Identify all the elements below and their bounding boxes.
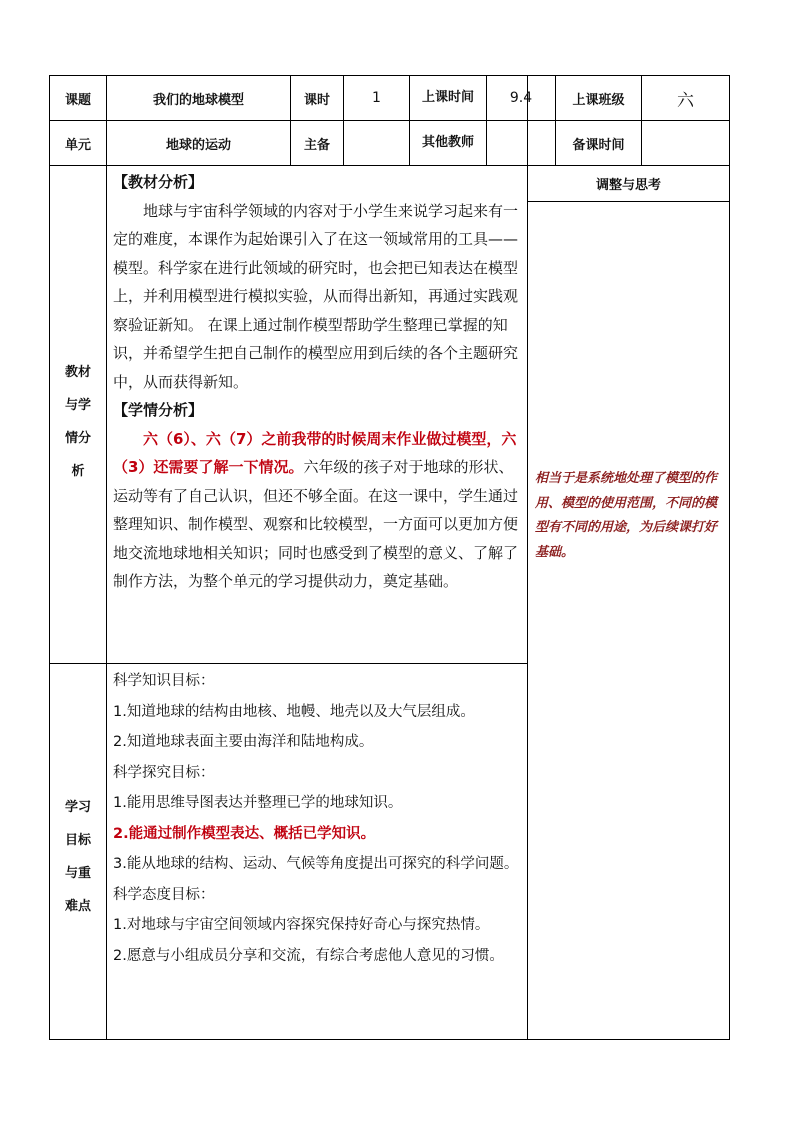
objective-item: 科学探究目标： xyxy=(113,764,215,781)
analysis-side-label xyxy=(50,360,106,484)
adjust-note: 相当于是系统地处理了模型的作用、模型的使用范围，不同的模型有不同的用途，为后续课打好基础。 xyxy=(535,471,718,560)
student-analysis-heading: 【学情分析】 xyxy=(113,401,204,419)
topic-value: 我们的地球模型 xyxy=(152,92,244,108)
objective-item-highlight: 2.能通过制作模型表达、概括已学知识。 xyxy=(113,825,376,842)
unit-label: 单元 xyxy=(64,137,91,153)
student-analysis-text: 六年级的孩子对于地球的形状、运动等有了自己认识，但还不够全面。在这一课中，学生通过整理知识、制作模型、观察和比较模型，一方面可以更加方便地交流地球地相关知识；同时也感受到了模型的意义、了解了制作方法，为整个单元的学习提供动力，奠定基础。 xyxy=(113,458,519,590)
objectives-content xyxy=(113,666,523,971)
side-label-line: 与学 xyxy=(64,398,91,413)
class-label: 上课班级 xyxy=(572,92,625,108)
unit-value: 地球的运动 xyxy=(165,137,231,153)
other-teacher-value xyxy=(487,121,555,165)
hours-label: 课时 xyxy=(303,92,330,108)
class-value: 六 xyxy=(677,90,694,111)
other-teacher-label: 其他教师 xyxy=(421,135,474,150)
student-analysis-paragraph xyxy=(113,425,521,596)
topic-label: 课题 xyxy=(64,92,91,108)
side-label-line: 难点 xyxy=(64,899,91,914)
grid-line xyxy=(49,1039,730,1040)
grid-line xyxy=(409,75,410,165)
time-value: 9.4 xyxy=(509,90,533,106)
prep-time-value xyxy=(642,121,729,165)
side-label-line: 教材 xyxy=(64,365,91,380)
objective-item: 1.知道地球的结构由地核、地幔、地壳以及大气层组成。 xyxy=(113,703,475,720)
side-label-line: 情分 xyxy=(64,431,91,446)
grid-line xyxy=(49,663,527,664)
grid-line xyxy=(527,201,730,202)
grid-line xyxy=(729,75,730,1040)
objective-item: 3.能从地球的结构、运动、气候等角度提出可探究的科学问题。 xyxy=(113,856,519,872)
side-label-line: 目标 xyxy=(64,833,91,848)
objective-item: 2.知道地球表面主要由海洋和陆地构成。 xyxy=(113,734,374,750)
adjust-header: 调整与思考 xyxy=(595,178,661,193)
objective-item: 2.愿意与小组成员分享和交流，有综合考虑他人意见的习惯。 xyxy=(113,947,504,964)
time-label: 上课时间 xyxy=(421,90,474,105)
objective-item: 科学态度目标： xyxy=(113,886,215,903)
grid-line xyxy=(527,75,528,1040)
lead-label: 主备 xyxy=(303,137,330,153)
hours-value: 1 xyxy=(372,90,381,106)
material-analysis-text: 地球与宇宙科学领域的内容对于小学生来说学习起来有一定的难度，本课作为起始课引入了在这一领域常用的工具——模型。科学家在进行此领域的研究时，也会把已知表达在模型上，并利用模型进行模拟实验，从而得出新知，再通过实践观察验证新知。 在课上通过制作模型帮助学生整理已掌握的知识，并希望学生把自己制作的模型应用到后续的各个主题研究中，从而获得新知。 xyxy=(113,201,519,391)
objective-item: 科学知识目标： xyxy=(113,673,215,689)
objectives-side-label xyxy=(50,795,106,919)
analysis-content xyxy=(113,168,521,596)
lead-value xyxy=(344,121,409,165)
side-label-line: 析 xyxy=(71,464,85,479)
side-label-line: 与重 xyxy=(64,866,91,881)
material-analysis-heading: 【教材分析】 xyxy=(113,173,204,191)
prep-time-label: 备课时间 xyxy=(572,137,625,153)
side-label-line: 学习 xyxy=(64,800,91,815)
objective-item: 1.对地球与宇宙空间领域内容探究保持好奇心与探究热情。 xyxy=(113,917,490,933)
objective-item: 1.能用思维导图表达并整理已学的地球知识。 xyxy=(113,795,403,811)
student-analysis-highlight: 六（6）、六（7）之前我带的时候周末作业做过模型，六（3）还需要了解一下情况。 xyxy=(113,429,517,476)
grid-line xyxy=(106,75,107,1040)
